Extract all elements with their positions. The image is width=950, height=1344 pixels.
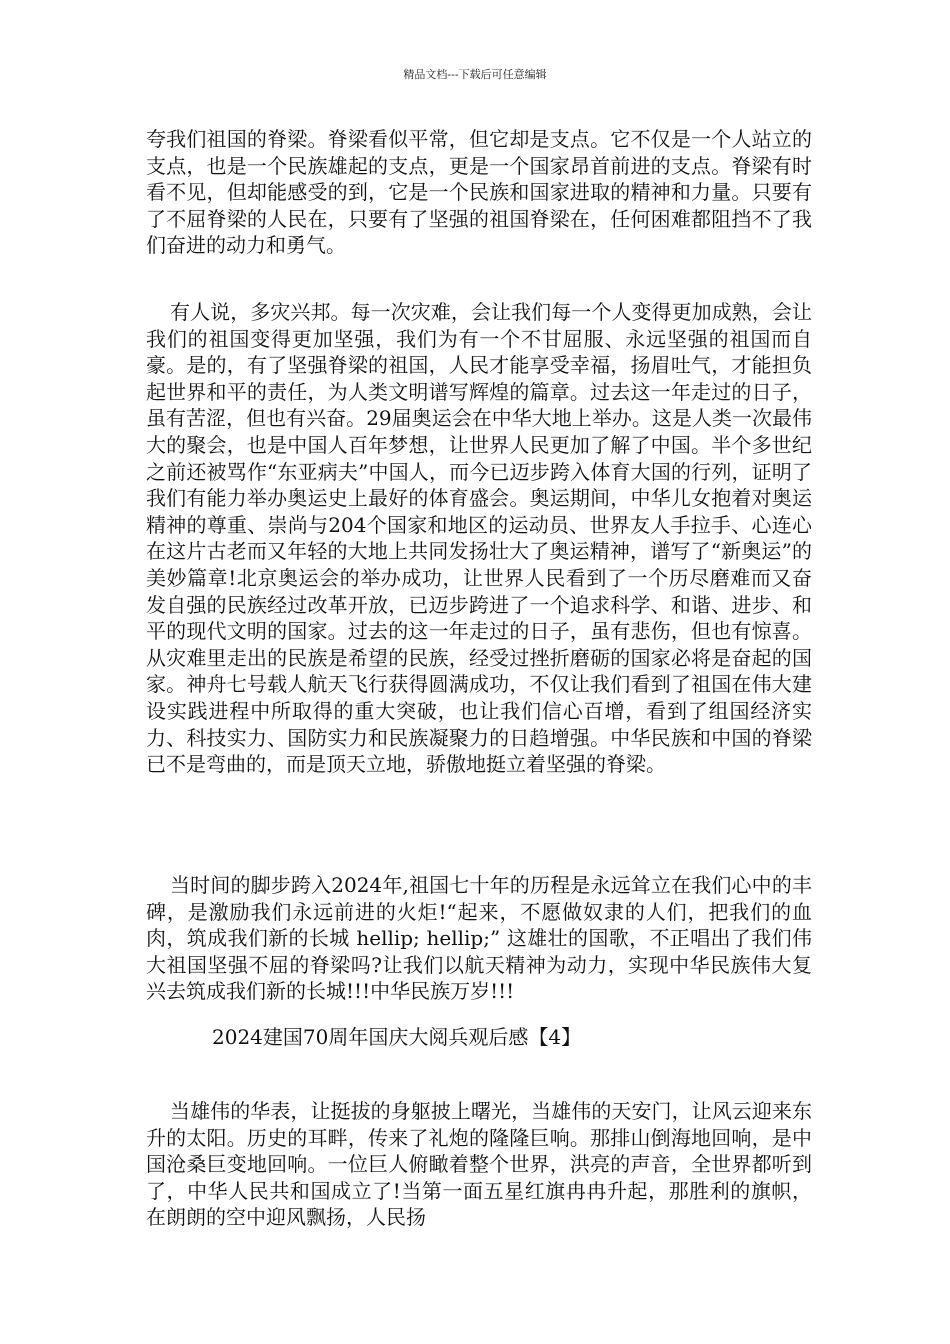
paragraph-4: 当雄伟的华表，让挺拔的身躯披上曙光，当雄伟的天安门，让风云迎来东升的太阳。历史的耳畔，传来了礼炮的隆隆巨响。那排山倒海地回响，是中国沧桑巨变地回响。一位巨人俯瞰着整个世界，洪亮的声音，全世界都听到了，中华人民共和国成立了!当第一面五星红旗冉冉升起，那胜利的旗帜，在朗朗的空中迎风飘扬，人民扬: [146, 1099, 812, 1230]
paragraph-2: 有人说，多灾兴邦。每一次灾难，会让我们每一个人变得更加成熟，会让我们的祖国变得更加坚强，我们为有一个不甘屈服、永远坚强的祖国而自豪。是的，有了坚强脊梁的祖国，人民才能享受幸福，扬眉吐气，才能担负起世界和平的责任，为人类文明谱写辉煌的篇章。过去这一年走过的日子，虽有苦涩，但也有兴奋。29届奥运会在中华大地上举办。这是人类一次最伟大的聚会，也是中国人百年梦想，让世界人民更加了解了中国。半个多世纪之前还被骂作“东亚病夫”中国人，而今已迈步跨入体育大国的行列，证明了我们有能力举办奥运史上最好的体育盛会。奥运期间，中华儿女抱着对奥运精神的尊重、崇尚与204个国家和地区的运动员、世界友人手拉手、心连心在这片古老而又年轻的大地上共同发扬壮大了奥运精神，谱写了“新奥运”的美妙篇章!北京奥运会的举办成功，让世界人民看到了一个历尽磨难而又奋发自强的民族经过改革开放，已迈步跨进了一个追求科学、和谐、进步、和平的现代文明的国家。过去的这一年走过的日子，虽有悲伤，但也有惊喜。从灾难里走出的民族是希望的民族，经受过挫折磨砺的国家必将是奋起的国家。神舟七号载人航天飞行获得圆满成功，不仅让我们看到了祖国在伟大建设实践进程中所取得的重大突破，也让我们信心百增，看到了组国经济实力、科技实力、国防实力和民族凝聚力的日趋增强。中华民族和中国的脊梁已不是弯曲的，而是顶天立地，骄傲地挺立着坚强的脊梁。: [146, 300, 812, 777]
paragraph-3: 当时间的脚步跨入2024年,祖国七十年的历程是永远耸立在我们心中的丰碑，是激励我们永远前进的火炬!“起来，不愿做奴隶的人们，把我们的血肉，筑成我们新的长城 hellip; hellip;” 这雄壮的国歌，不正唱出了我们伟大祖国坚强不屈的脊梁吗?让我们以航天精神为动力，实现中华民族伟大复兴去筑成我们新的长城!!!中华民族万岁!!!: [146, 873, 812, 1004]
paragraph-1: 夸我们祖国的脊梁。脊梁看似平常，但它却是支点。它不仅是一个人站立的支点，也是一个民族雄起的支点，更是一个国家昂首前进的支点。脊梁有时看不见，但却能感受的到，它是一个民族和国家进取的精神和力量。只要有了不屈脊梁的人民在，只要有了坚强的祖国脊梁在，任何困难都阻挡不了我们奋进的动力和勇气。: [146, 127, 812, 258]
section-heading: 2024建国70周年国庆大阅兵观后感【4】: [212, 1025, 582, 1049]
page-header: 精品文档---下载后可任意编辑: [403, 68, 547, 81]
